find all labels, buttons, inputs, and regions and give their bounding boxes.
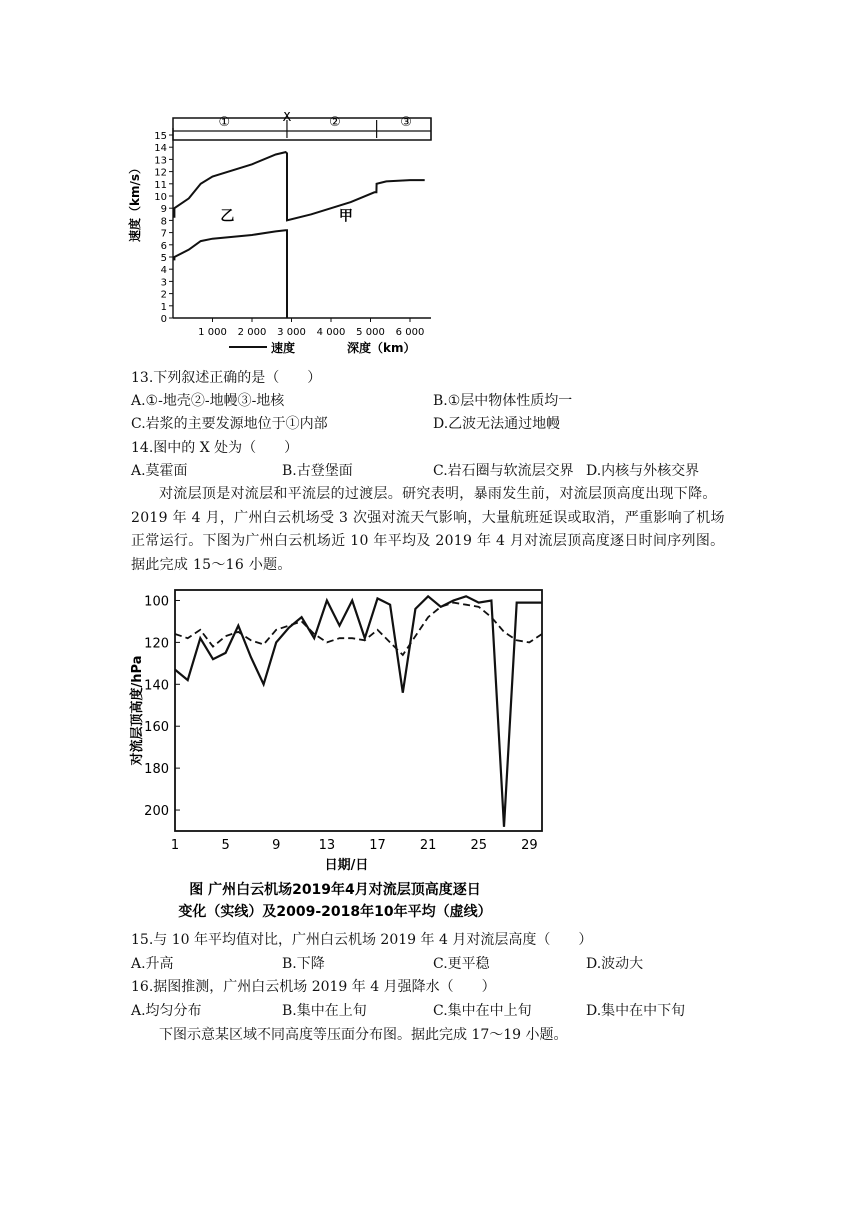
x-tick-label: 1 000 [198, 327, 227, 338]
tropopause-height-chart [125, 580, 555, 925]
y-tick-label: 0 [160, 314, 167, 325]
y-tick-label: 13 [154, 155, 167, 167]
layer-label: X [282, 112, 292, 125]
y-tick-label: 10 [154, 192, 167, 203]
y-tick-label: 100 [144, 594, 169, 610]
q13-option-b: B.①层中物体性质均一 [433, 393, 573, 409]
y-tick-label: 11 [154, 179, 167, 191]
y-tick-label: 6 [160, 240, 167, 252]
q14-option-b: B.古登堡面 [282, 463, 353, 479]
layer-header-box [173, 118, 431, 140]
x-tick-label: 2 000 [237, 327, 267, 338]
q15-option-c: C.更平稳 [433, 956, 490, 972]
legend-speed-label: 速度 [271, 341, 296, 355]
y-tick-label: 200 [144, 804, 169, 820]
q13-option-c: C.岩浆的主要发源地位于①内部 [131, 416, 328, 432]
x-tick-label: 13 [318, 838, 336, 853]
y-tick-label: 180 [144, 762, 169, 778]
q13-option-a: A.①-地壳②-地幔③-地核 [131, 393, 285, 409]
x-tick-label: 6 000 [395, 327, 425, 338]
p-wave-curve [173, 152, 425, 220]
y-axis-title: 对流层顶高度/hPa [130, 655, 145, 766]
q16-stem: 16.据图推测，广州白云机场 2019 年 4 月强降水（ ） [131, 979, 496, 995]
x-tick-label: 29 [521, 838, 538, 853]
q15-stem: 15.与 10 年平均值对比，广州白云机场 2019 年 4 月对流层高度（ ） [131, 932, 593, 948]
y-tick-label: 140 [144, 678, 169, 694]
q14-option-c: C.岩石圈与软流层交界 [433, 463, 574, 479]
q14-option-d: D.内核与外核交界 [586, 463, 700, 479]
y-tick-label: 12 [154, 167, 167, 179]
q15-option-d: D.波动大 [586, 956, 644, 972]
curve-label-jia: 甲 [338, 208, 353, 225]
y-tick-label: 1 [160, 301, 167, 313]
q15-option-b: B.下降 [282, 956, 325, 972]
y-tick-label: 9 [160, 204, 167, 216]
x-tick-label: 25 [470, 838, 487, 853]
x-axis-title: 日期/日 [324, 858, 369, 873]
series-2019-april [175, 596, 542, 827]
y-tick-label: 160 [144, 720, 169, 736]
q13-stem: 13.下列叙述正确的是（ ） [131, 370, 322, 386]
y-tick-label: 8 [160, 216, 167, 228]
s-wave-curve [173, 230, 287, 318]
x-tick-label: 5 000 [356, 327, 385, 338]
y-tick-label: 5 [160, 253, 167, 264]
x-tick-label: 21 [419, 838, 437, 853]
y-tick-label: 14 [154, 143, 167, 155]
q16-option-a: A.均匀分布 [131, 1003, 202, 1019]
intro-17-19: 下图示意某区域不同高度等压面分布图。据此完成 17～19 小题。 [159, 1027, 568, 1043]
chart-caption-line-1: 图 广州白云机场2019年4月对流层顶高度逐日 [189, 882, 481, 898]
y-tick-label: 15 [154, 131, 167, 142]
y-axis-title: 速度（km/s） [128, 161, 142, 243]
x-axis-title: 深度（km） [347, 341, 416, 355]
x-tick-label: 17 [369, 838, 386, 853]
seismic-chart-axes [169, 118, 431, 347]
y-tick-label: 7 [160, 228, 167, 240]
chart-caption-line-2: 变化（实线）及2009-2018年10年平均（虚线） [178, 904, 492, 920]
y-tick-label: 3 [160, 277, 167, 289]
q15-option-a: A.升高 [131, 956, 174, 972]
layer-label: ① [218, 115, 231, 130]
x-tick-label: 5 [221, 838, 230, 853]
x-tick-label: 9 [272, 838, 281, 853]
q14-option-a: A.莫霍面 [131, 463, 188, 479]
q13-option-d: D.乙波无法通过地幔 [433, 416, 561, 432]
x-tick-label: 1 [170, 838, 180, 853]
q16-option-b: B.集中在上旬 [282, 1003, 367, 1019]
q14-stem: 14.图中的 X 处为（ ） [131, 440, 299, 456]
x-tick-label: 4 000 [316, 327, 346, 338]
y-tick-label: 2 [160, 289, 167, 301]
series-10yr-average [175, 603, 542, 655]
x-tick-label: 3 000 [277, 327, 306, 338]
layer-label: ③ [400, 115, 412, 130]
q16-option-c: C.集中在中上旬 [433, 1003, 532, 1019]
passage-15-16: 对流层顶是对流层和平流层的过渡层。研究表明，暴雨发生前，对流层顶高度出现下降。2019 年 4 月，广州白云机场受 3 次强对流天气影响，大量航班延误或取消，严重影响了机场正常运行。下图为广州白云机场近 10 年平均及 2019 年 4 月对流层顶高度逐日时间序列图。据此完成 15～16 小题。 [131, 486, 725, 573]
tropopause-chart-axes [129, 590, 542, 873]
plot-frame [175, 590, 542, 831]
y-tick-label: 4 [160, 265, 167, 277]
seismic-chart-curves [173, 152, 425, 318]
curve-label-yi: 乙 [220, 208, 235, 225]
tropopause-chart-series [175, 596, 542, 827]
q16-option-d: D.集中在中下旬 [586, 1003, 686, 1019]
seismic-wave-chart [125, 112, 440, 362]
y-tick-label: 120 [144, 636, 169, 652]
layer-label: ② [329, 115, 341, 130]
